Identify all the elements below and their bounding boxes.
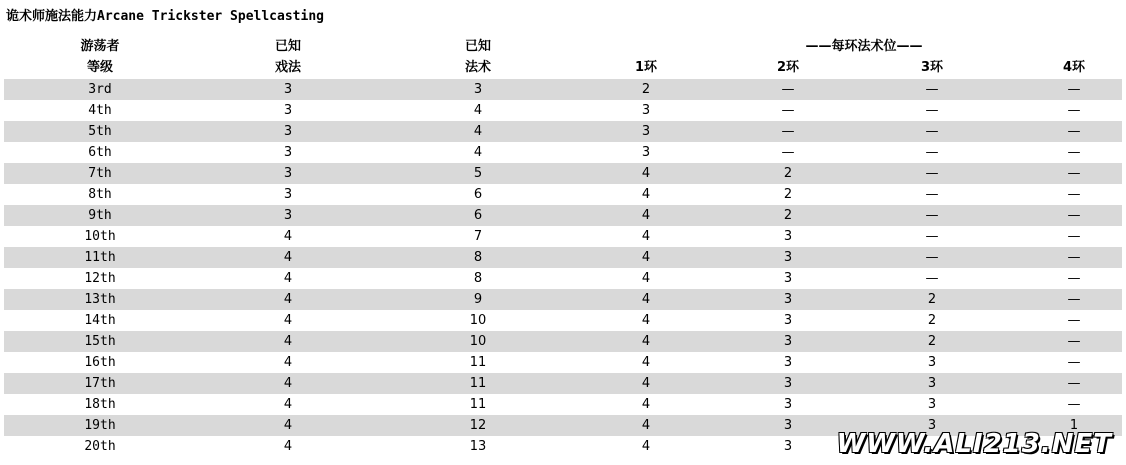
slot1-cell: 4 <box>641 166 651 181</box>
header-cantrips-line2: 戏法 <box>274 60 301 75</box>
header-slot-3: 3环 <box>920 60 944 75</box>
spells-cell: 12 <box>469 418 487 433</box>
level-cell: 13th <box>84 292 116 307</box>
header-slot-4: 4环 <box>1062 60 1086 75</box>
spells-cell: 4 <box>473 124 483 139</box>
spells-cell: 7 <box>473 229 483 244</box>
slot4-cell: — <box>1067 187 1081 202</box>
table-row <box>4 184 1122 205</box>
slot4-cell: — <box>1067 145 1081 160</box>
slot2-cell: 3 <box>783 376 793 391</box>
slot3-cell: 2 <box>927 334 937 349</box>
table-row <box>4 205 1122 226</box>
spells-cell: 6 <box>473 208 483 223</box>
cantrips-cell: 4 <box>283 397 293 412</box>
slot3-cell: 3 <box>927 376 937 391</box>
table-row <box>4 121 1122 142</box>
cantrips-cell: 4 <box>283 271 293 286</box>
slot3-cell: — <box>925 166 939 181</box>
slot3-cell: 3 <box>927 397 937 412</box>
spells-cell: 9 <box>473 292 483 307</box>
level-cell: 9th <box>88 208 112 223</box>
cantrips-cell: 4 <box>283 229 293 244</box>
level-cell: 19th <box>84 418 116 433</box>
slot4-cell: — <box>1067 208 1081 223</box>
table-row <box>4 352 1122 373</box>
spells-cell: 10 <box>469 334 487 349</box>
level-cell: 20th <box>84 439 116 454</box>
cantrips-cell: 4 <box>283 376 293 391</box>
table-header <box>4 36 1122 80</box>
slot3-cell: 3 <box>927 355 937 370</box>
slot3-cell: — <box>925 229 939 244</box>
slot1-cell: 4 <box>641 376 651 391</box>
slot4-cell: — <box>1067 103 1081 118</box>
slot4-cell: — <box>1067 250 1081 265</box>
slot2-cell: 3 <box>783 292 793 307</box>
header-level-line1: 游荡者 <box>80 39 120 54</box>
level-cell: 16th <box>84 355 116 370</box>
slot3-cell: — <box>925 103 939 118</box>
slot4-cell: — <box>1067 355 1081 370</box>
cantrips-cell: 3 <box>283 187 293 202</box>
table-row <box>4 331 1122 352</box>
cantrips-cell: 4 <box>283 439 293 454</box>
slot1-cell: 4 <box>641 334 651 349</box>
slot4-cell: — <box>1067 292 1081 307</box>
cantrips-cell: 4 <box>283 418 293 433</box>
cantrips-cell: 3 <box>283 166 293 181</box>
cantrips-cell: 3 <box>283 124 293 139</box>
table-row <box>4 247 1122 268</box>
table-row <box>4 163 1122 184</box>
slot3-cell: — <box>925 271 939 286</box>
level-cell: 17th <box>84 376 116 391</box>
slot1-cell: 4 <box>641 418 651 433</box>
slot1-cell: 3 <box>641 145 651 160</box>
slot1-cell: 3 <box>641 124 651 139</box>
level-cell: 12th <box>84 271 116 286</box>
cantrips-cell: 4 <box>283 355 293 370</box>
slot4-cell: — <box>1067 313 1081 328</box>
slot4-cell: — <box>1067 229 1081 244</box>
spells-cell: 13 <box>469 439 487 454</box>
slot1-cell: 4 <box>641 250 651 265</box>
table-row <box>4 289 1122 310</box>
slot3-cell: — <box>925 250 939 265</box>
slot3-cell: 3 <box>927 418 937 433</box>
spells-cell: 4 <box>473 103 483 118</box>
slot1-cell: 4 <box>641 187 651 202</box>
table-row <box>4 100 1122 121</box>
table-row <box>4 226 1122 247</box>
level-cell: 15th <box>84 334 116 349</box>
slot3-cell: — <box>925 145 939 160</box>
level-cell: 5th <box>88 124 112 139</box>
slot4-cell: — <box>1067 397 1081 412</box>
cantrips-cell: 3 <box>283 103 293 118</box>
header-spells-line2: 法术 <box>464 60 491 75</box>
table-row <box>4 310 1122 331</box>
level-cell: 14th <box>84 313 116 328</box>
table-row <box>4 142 1122 163</box>
slot2-cell: 3 <box>783 334 793 349</box>
slot2-cell: 3 <box>783 229 793 244</box>
slot3-cell: — <box>925 208 939 223</box>
site-watermark: WWW.ALI213.NET <box>836 429 1112 459</box>
level-cell: 11th <box>84 250 116 265</box>
slot1-cell: 4 <box>641 397 651 412</box>
level-cell: 4th <box>88 103 112 118</box>
level-cell: 3rd <box>88 82 112 97</box>
header-spells-line1: 已知 <box>464 39 491 54</box>
slot2-cell: 3 <box>783 418 793 433</box>
slot1-cell: 3 <box>641 103 651 118</box>
cantrips-cell: 3 <box>283 208 293 223</box>
level-cell: 7th <box>88 166 112 181</box>
slot2-cell: 3 <box>783 313 793 328</box>
cantrips-cell: 4 <box>283 313 293 328</box>
slot4-cell: — <box>1067 82 1081 97</box>
slot2-cell: 3 <box>783 250 793 265</box>
slot4-cell: — <box>1067 271 1081 286</box>
spells-cell: 11 <box>469 397 487 412</box>
slot2-cell: 2 <box>783 187 793 202</box>
slot4-cell: — <box>1067 334 1081 349</box>
slot3-cell: — <box>925 124 939 139</box>
spells-cell: 8 <box>473 250 483 265</box>
slot1-cell: 4 <box>641 439 651 454</box>
cantrips-cell: 4 <box>283 250 293 265</box>
table-row <box>4 373 1122 394</box>
slot3-cell: 2 <box>927 292 937 307</box>
spells-cell: 8 <box>473 271 483 286</box>
spells-cell: 10 <box>469 313 487 328</box>
level-cell: 6th <box>88 145 112 160</box>
header-slot-1: 1环 <box>634 60 658 75</box>
slot2-cell: 3 <box>783 271 793 286</box>
cantrips-cell: 3 <box>283 82 293 97</box>
slot1-cell: 4 <box>641 355 651 370</box>
table-row <box>4 268 1122 289</box>
cantrips-cell: 4 <box>283 292 293 307</box>
slot1-cell: 4 <box>641 313 651 328</box>
spells-cell: 3 <box>473 82 483 97</box>
slot2-cell: 3 <box>783 439 793 454</box>
spells-cell: 11 <box>469 376 487 391</box>
spells-cell: 6 <box>473 187 483 202</box>
slot1-cell: 4 <box>641 292 651 307</box>
slot4-cell: — <box>1067 166 1081 181</box>
level-cell: 8th <box>88 187 112 202</box>
cantrips-cell: 3 <box>283 145 293 160</box>
spells-cell: 4 <box>473 145 483 160</box>
header-level-line2: 等级 <box>86 60 113 75</box>
table-row <box>4 79 1122 100</box>
spells-cell: 11 <box>469 355 487 370</box>
header-slot-2: 2环 <box>776 60 800 75</box>
table-title: 诡术师施法能力Arcane Trickster Spellcasting <box>6 9 324 24</box>
slot1-cell: 4 <box>641 271 651 286</box>
slot3-cell: 2 <box>927 313 937 328</box>
slot4-cell: 1 <box>1069 418 1079 433</box>
spellcasting-table <box>4 79 1122 457</box>
header-cantrips-line1: 已知 <box>274 39 301 54</box>
slot3-cell: — <box>925 187 939 202</box>
slot2-cell: — <box>781 82 795 97</box>
slot3-cell: — <box>925 82 939 97</box>
slot1-cell: 2 <box>641 82 651 97</box>
slot2-cell: 3 <box>783 397 793 412</box>
slot2-cell: 2 <box>783 208 793 223</box>
slot2-cell: — <box>781 103 795 118</box>
slot4-cell: — <box>1067 376 1081 391</box>
slot1-cell: 4 <box>641 229 651 244</box>
level-cell: 18th <box>84 397 116 412</box>
slot2-cell: — <box>781 145 795 160</box>
slot1-cell: 4 <box>641 208 651 223</box>
header-slot-group: ——每环法术位—— <box>805 39 923 54</box>
table-row <box>4 394 1122 415</box>
spells-cell: 5 <box>473 166 483 181</box>
slot4-cell: — <box>1067 124 1081 139</box>
level-cell: 10th <box>84 229 116 244</box>
cantrips-cell: 4 <box>283 334 293 349</box>
slot2-cell: 3 <box>783 355 793 370</box>
slot2-cell: 2 <box>783 166 793 181</box>
slot2-cell: — <box>781 124 795 139</box>
